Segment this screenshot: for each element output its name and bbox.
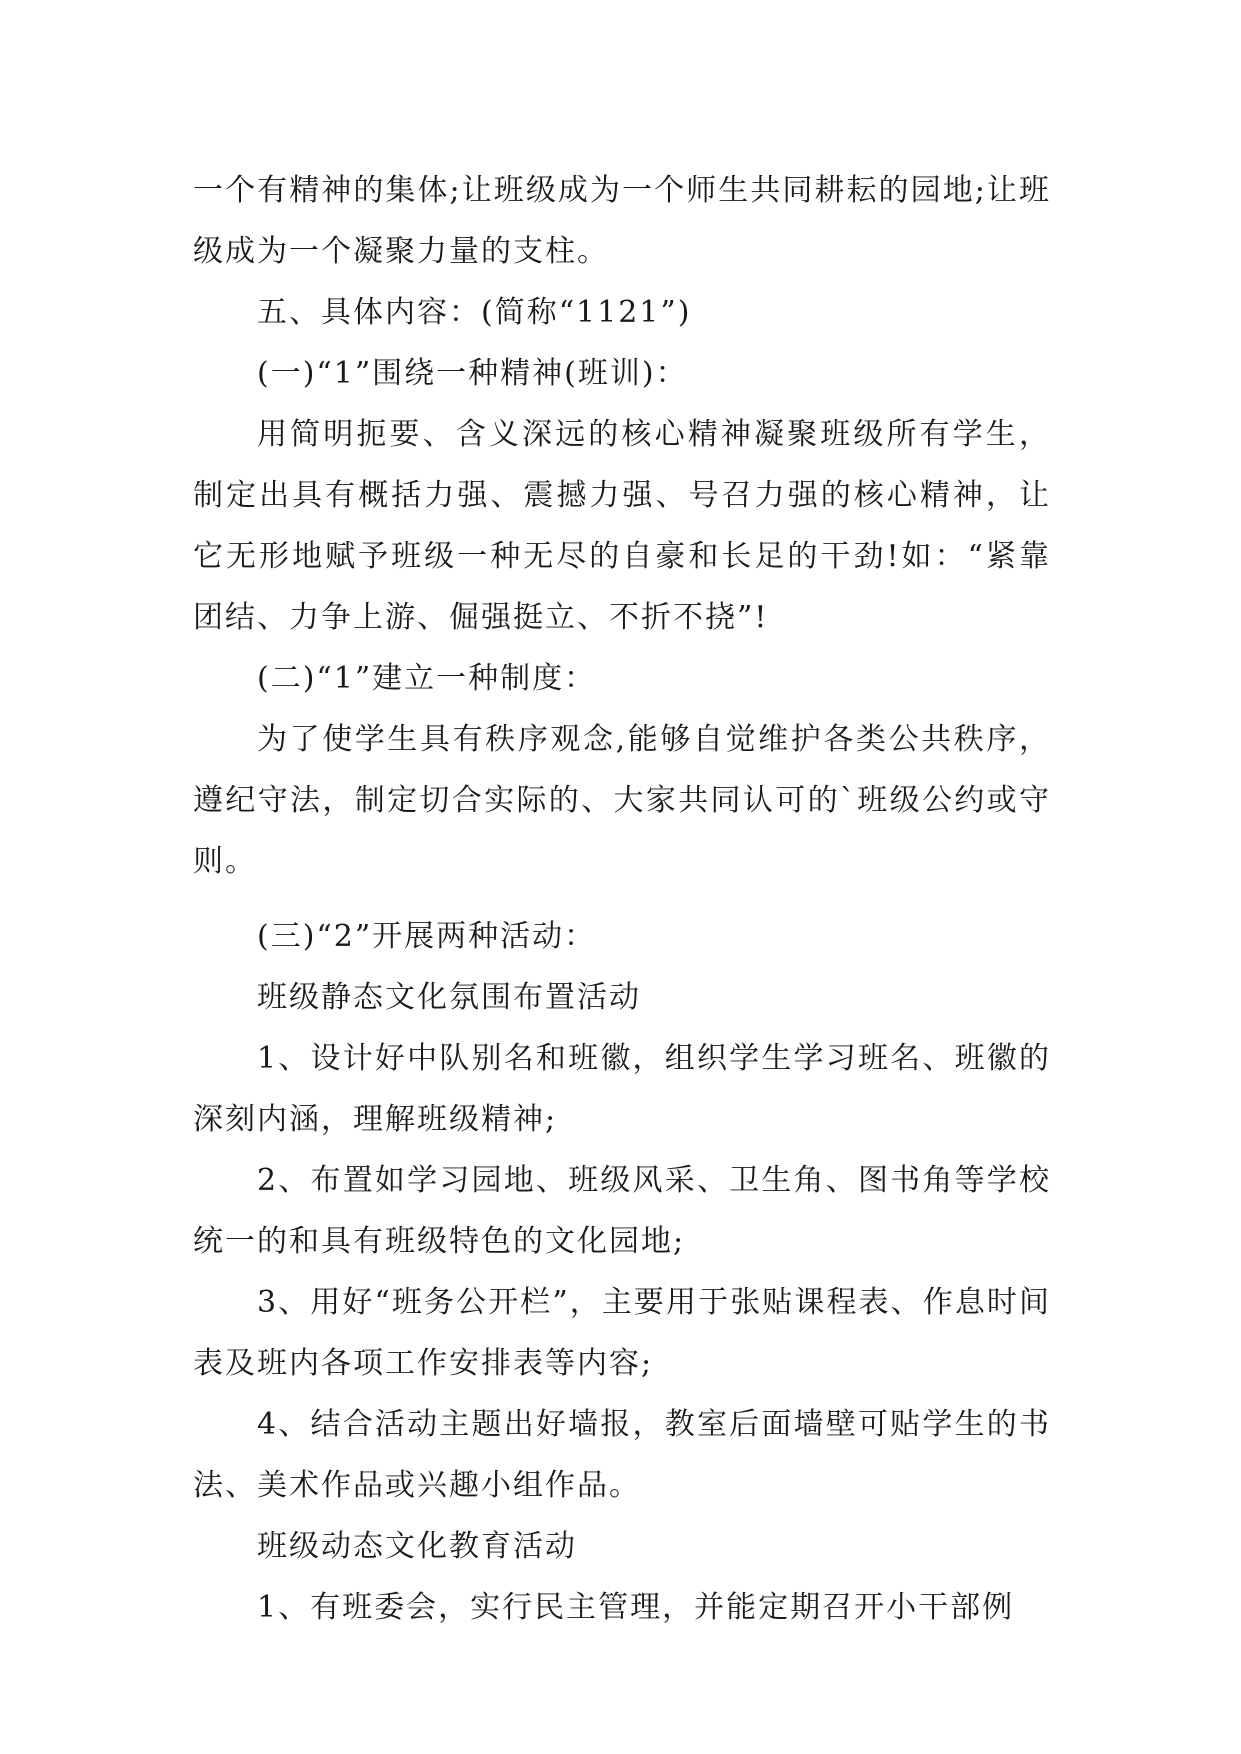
list-item: 1、有班委会，实行民主管理，并能定期召开小干部例 <box>257 1590 1015 1625</box>
list-item: 2、布置如学习园地、班级风采、卫生角、图书角等学校统一的和具有班级特色的文化园地; <box>193 1163 1051 1259</box>
paragraph-spirit: 用简明扼要、含义深远的核心精神凝聚班级所有学生，制定出具有概括力强、震撼力强、号召力强的核心精神，让它无形地赋予班级一种无尽的自豪和长足的干劲!如：“紧靠团结、力争上游、倔强挺立、不折不挠”! <box>193 417 1051 635</box>
list-item: 4、结合活动主题出好墙报，教室后面墙壁可贴学生的书法、美术作品或兴趣小组作品。 <box>193 1407 1051 1503</box>
list-item: 3、用好“班务公开栏”，主要用于张贴课程表、作息时间表及班内各项工作安排表等内容; <box>193 1285 1051 1381</box>
subheading-1: (一)“1”围绕一种精神(班训)： <box>257 356 688 391</box>
subheading-3: (三)“2”开展两种活动： <box>257 919 597 954</box>
paragraph-continuation: 一个有精神的集体;让班级成为一个师生共同耕耘的园地;让班级成为一个凝聚力量的支柱。 <box>193 173 1051 269</box>
list-item: 1、设计好中队别名和班徽，组织学生学习班名、班徽的深刻内涵，理解班级精神; <box>193 1041 1051 1137</box>
section-heading-5: 五、具体内容：(简称“1121”) <box>257 295 692 330</box>
activity-heading-dynamic: 班级动态文化教育活动 <box>257 1529 577 1564</box>
document-body <box>193 160 1051 1638</box>
paragraph-system: 为了使学生具有秩序观念,能够自觉维护各类公共秩序，遵纪守法，制定切合实际的、大家共同认可的`班级公约或守则。 <box>193 722 1051 879</box>
activity-heading-static: 班级静态文化氛围布置活动 <box>257 980 641 1015</box>
subheading-2: (二)“1”建立一种制度： <box>257 661 597 696</box>
